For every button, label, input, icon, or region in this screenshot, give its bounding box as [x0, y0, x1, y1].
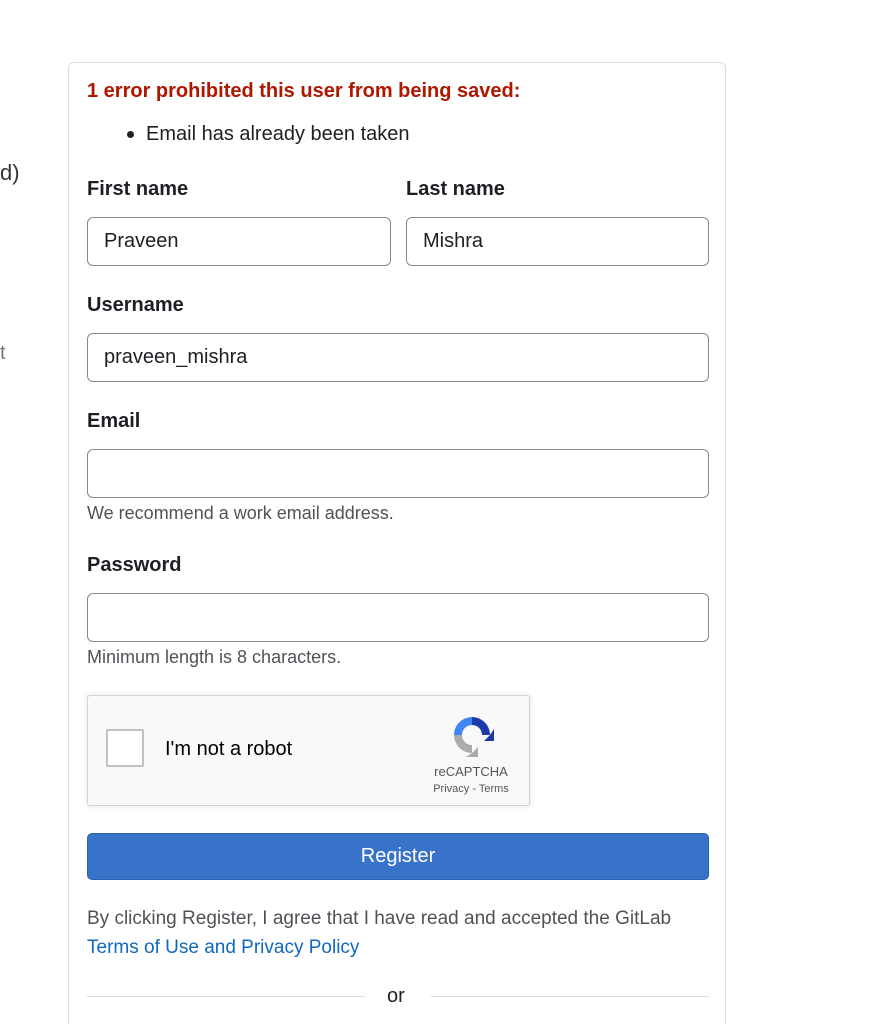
error-list-item — [127, 123, 410, 146]
error-summary-title: 1 error prohibited this user from being saved: — [87, 80, 521, 102]
username-label: Username — [87, 294, 184, 316]
divider-line-right — [431, 996, 709, 997]
legal-notice — [87, 904, 717, 962]
first-name-input[interactable] — [87, 217, 391, 266]
recaptcha-label: I'm not a robot — [165, 738, 293, 760]
email-label: Email — [87, 410, 141, 432]
legal-text: By clicking Register, I agree that I have read and accepted the GitLab — [87, 908, 672, 929]
last-name-value: Mishra — [423, 230, 484, 252]
first-name-label: First name — [87, 178, 189, 200]
recaptcha-checkbox[interactable] — [106, 729, 144, 767]
recaptcha-brand: reCAPTCHA — [434, 764, 508, 779]
recaptcha-widget — [87, 695, 530, 806]
last-name-input[interactable] — [406, 217, 709, 266]
recaptcha-link-separator: - — [472, 783, 476, 795]
side-text-fragment: d) — [0, 160, 20, 185]
password-label: Password — [87, 554, 182, 576]
bullet-icon — [127, 131, 134, 138]
last-name-label: Last name — [406, 178, 505, 200]
side-text-fragment: t — [0, 342, 6, 364]
recaptcha-logo-icon — [448, 711, 496, 759]
register-button[interactable]: Register — [87, 833, 709, 880]
password-input[interactable] — [87, 593, 709, 642]
recaptcha-privacy-link[interactable]: Privacy — [433, 783, 470, 795]
email-input[interactable] — [87, 449, 709, 498]
divider-or-text: or — [387, 985, 405, 1007]
terms-privacy-link[interactable]: Terms of Use and Privacy Policy — [87, 937, 360, 958]
error-message: Email has already been taken — [146, 123, 410, 145]
username-value: praveen_mishra — [104, 346, 248, 368]
divider-line-left — [87, 996, 365, 997]
username-input[interactable] — [87, 333, 709, 382]
password-help-text: Minimum length is 8 characters. — [87, 647, 342, 667]
email-help-text: We recommend a work email address. — [87, 503, 394, 523]
recaptcha-links — [416, 783, 526, 795]
first-name-value: Praveen — [104, 230, 179, 252]
recaptcha-terms-link[interactable]: Terms — [478, 783, 509, 795]
